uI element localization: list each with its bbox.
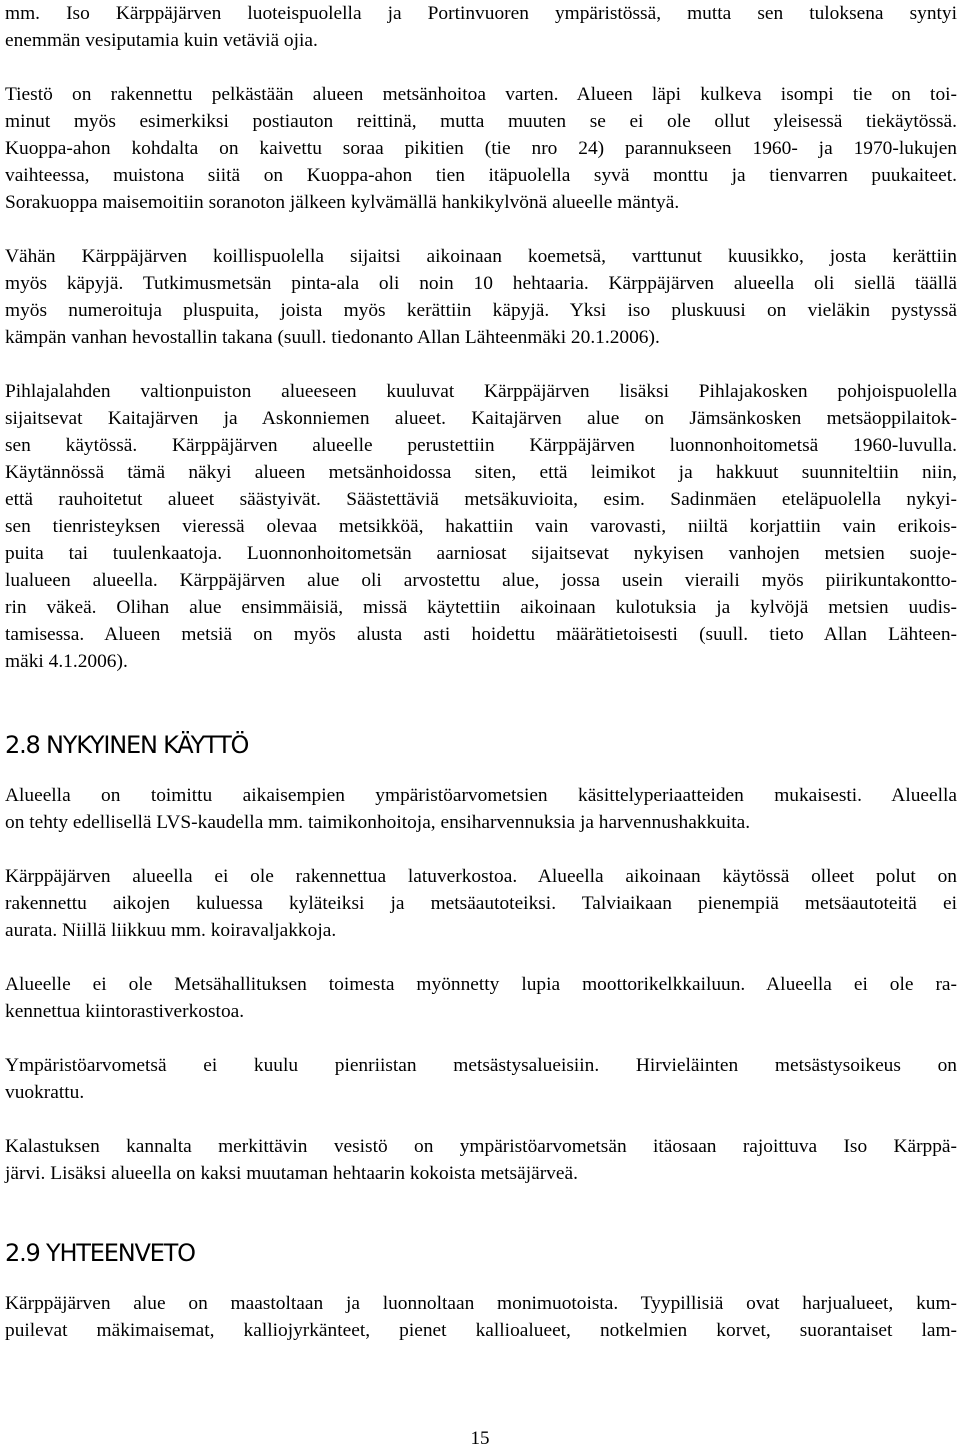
text-line: Käytännössä tämä näkyi alueen metsänhoidossa siten, että leimikot ja hakkuut suunniteltiin niin, (5, 462, 957, 483)
text-line: järvi. Lisäksi alueella on kaksi muutaman hehtaarin kokoista metsäjärveä. (5, 1163, 578, 1184)
text-line: Tiestö on rakennettu pelkästään alueen metsänhoitoa varten. Alueen läpi kulkeva isompi tie on toi- (5, 84, 957, 105)
text-line: Vähän Kärppäjärven koillispuolella sijaitsi aikoinaan koemetsä, varttunut kuusikko, josta kerättiin (5, 246, 957, 267)
text-line: puilevat mäkimaisemat, kalliojyrkänteet, pienet kallioalueet, notkelmien korvet, suorantaiset lam- (5, 1320, 957, 1341)
text-line: enemmän vesiputamia kuin vetäviä ojia. (5, 30, 318, 51)
text-line: rakennettu aikojen kuluessa kyläteiksi ja metsäautoteiksi. Talviaikaan pienempiä metsäautoteitä ei (5, 893, 957, 914)
text-line: Kärppäjärven alue on maastoltaan ja luonnoltaan monimuotoista. Tyypillisiä ovat harjualueet, kum- (5, 1293, 957, 1314)
text-line: Kuoppa-ahon kohdalta on kaivettu soraa pikitien (tie nro 24) parannukseen 1960- ja 1970-lukujen (5, 138, 957, 159)
text-line: Pihlajalahden valtionpuiston alueeseen kuuluvat Kärppäjärven lisäksi Pihlajakosken pohjoispuolella (5, 381, 957, 402)
text-line: Kärppäjärven alueella ei ole rakennettua latuverkostoa. Alueella aikoinaan käytössä olleet polut on (5, 866, 957, 887)
text-line: sen käytössä. Kärppäjärven alueelle perustettiin Kärppäjärven luonnonhoitometsä 1960-luvulla. (5, 435, 957, 456)
text-line: sijaitsevat Kaitajärven ja Askonniemen alueet. Kaitajärven alue on Jämsänkosken metsäoppilaitok- (5, 408, 957, 429)
page-number: 15 (470, 1428, 490, 1449)
text-line: on tehty edellisellä LVS-kaudella mm. taimikonhoitoja, ensiharvennuksia ja harvennushakkuita. (5, 812, 751, 833)
section-heading: 2.9 YHTEENVETO (5, 1239, 195, 1267)
text-line: Alueelle ei ole Metsähallituksen toimesta myönnetty lupia moottorikelkkailuun. Alueella ei ole ra- (5, 974, 957, 995)
text-line: aurata. Niillä liikkuu mm. koiravaljakkoja. (5, 920, 337, 941)
text-line: että rauhoitetut alueet säästyivät. Säästettäviä metsäkuvioita, esim. Sadinmäen eteläpuolella nykyi- (5, 489, 957, 510)
text-line: minut myös esimerkiksi postiauton reittinä, mutta muuten se ei ole ollut yleisessä tiekäytössä. (5, 111, 957, 132)
text-line: Ympäristöarvometsä ei kuulu pienriistan metsästysalueisiin. Hirvieläinten metsästysoikeus on (5, 1055, 957, 1076)
text-line: Alueella on toimittu aikaisempien ympäristöarvometsien käsittelyperiaatteiden mukaisesti. Alueella (5, 785, 957, 806)
text-line: mäki 4.1.2006). (5, 651, 128, 672)
text-line: rin väkeä. Olihan alue ensimmäisiä, missä käytettiin aikoinaan kulotuksia ja kylvöjä metsien uudis- (5, 597, 957, 618)
text-line: vaihteessa, muistona siitä on Kuoppa-ahon tien itäpuolella syvä monttu ja tienvarren puukaiteet. (5, 165, 957, 186)
text-line: puita tai tuulenkaatoja. Luonnonhoitometsän aarniosat sijaitsevat nykyisen vanhojen metsien suoje- (5, 543, 957, 564)
text-line: Sorakuoppa maisemoitiin soranoton jälkeen kylvämällä hankikylvönä alueelle mäntyä. (5, 192, 680, 213)
text-line: myös käpyjä. Tutkimusmetsän pinta-ala oli noin 10 hehtaaria. Kärppäjärven alueella oli siellä täällä (5, 273, 957, 294)
text-line: sen tienristeyksen vieressä olevaa metsikköä, hakattiin vain varovasti, niiltä korjattiin vain erikois- (5, 516, 957, 537)
text-line: vuokrattu. (5, 1082, 85, 1103)
text-line: tamisessa. Alueen metsiä on myös alusta asti hoidettu määrätietoisesti (suull. tieto Allan Lähteen- (5, 624, 957, 645)
text-line: kämpän vanhan hevostallin takana (suull. tiedonanto Allan Lähteenmäki 20.1.2006). (5, 327, 660, 348)
text-line: mm. Iso Kärppäjärven luoteispuolella ja Portinvuoren ympäristössä, mutta sen tuloksena syntyi (5, 3, 957, 24)
text-line: kennettua kiintorastiverkostoa. (5, 1001, 245, 1022)
text-line: Kalastuksen kannalta merkittävin vesistö on ympäristöarvometsän itäosaan rajoittuva Iso Kärppä- (5, 1136, 957, 1157)
text-line: myös numeroituja pluspuita, joista myös kerättiin käpyjä. Yksi iso pluskuusi on vieläkin pystyssä (5, 300, 957, 321)
text-line: lualueen alueella. Kärppäjärven alue oli arvostettu alue, jossa usein vieraili myös piirikuntakontto- (5, 570, 957, 591)
section-heading: 2.8 NYKYINEN KÄYTTÖ (5, 731, 249, 759)
